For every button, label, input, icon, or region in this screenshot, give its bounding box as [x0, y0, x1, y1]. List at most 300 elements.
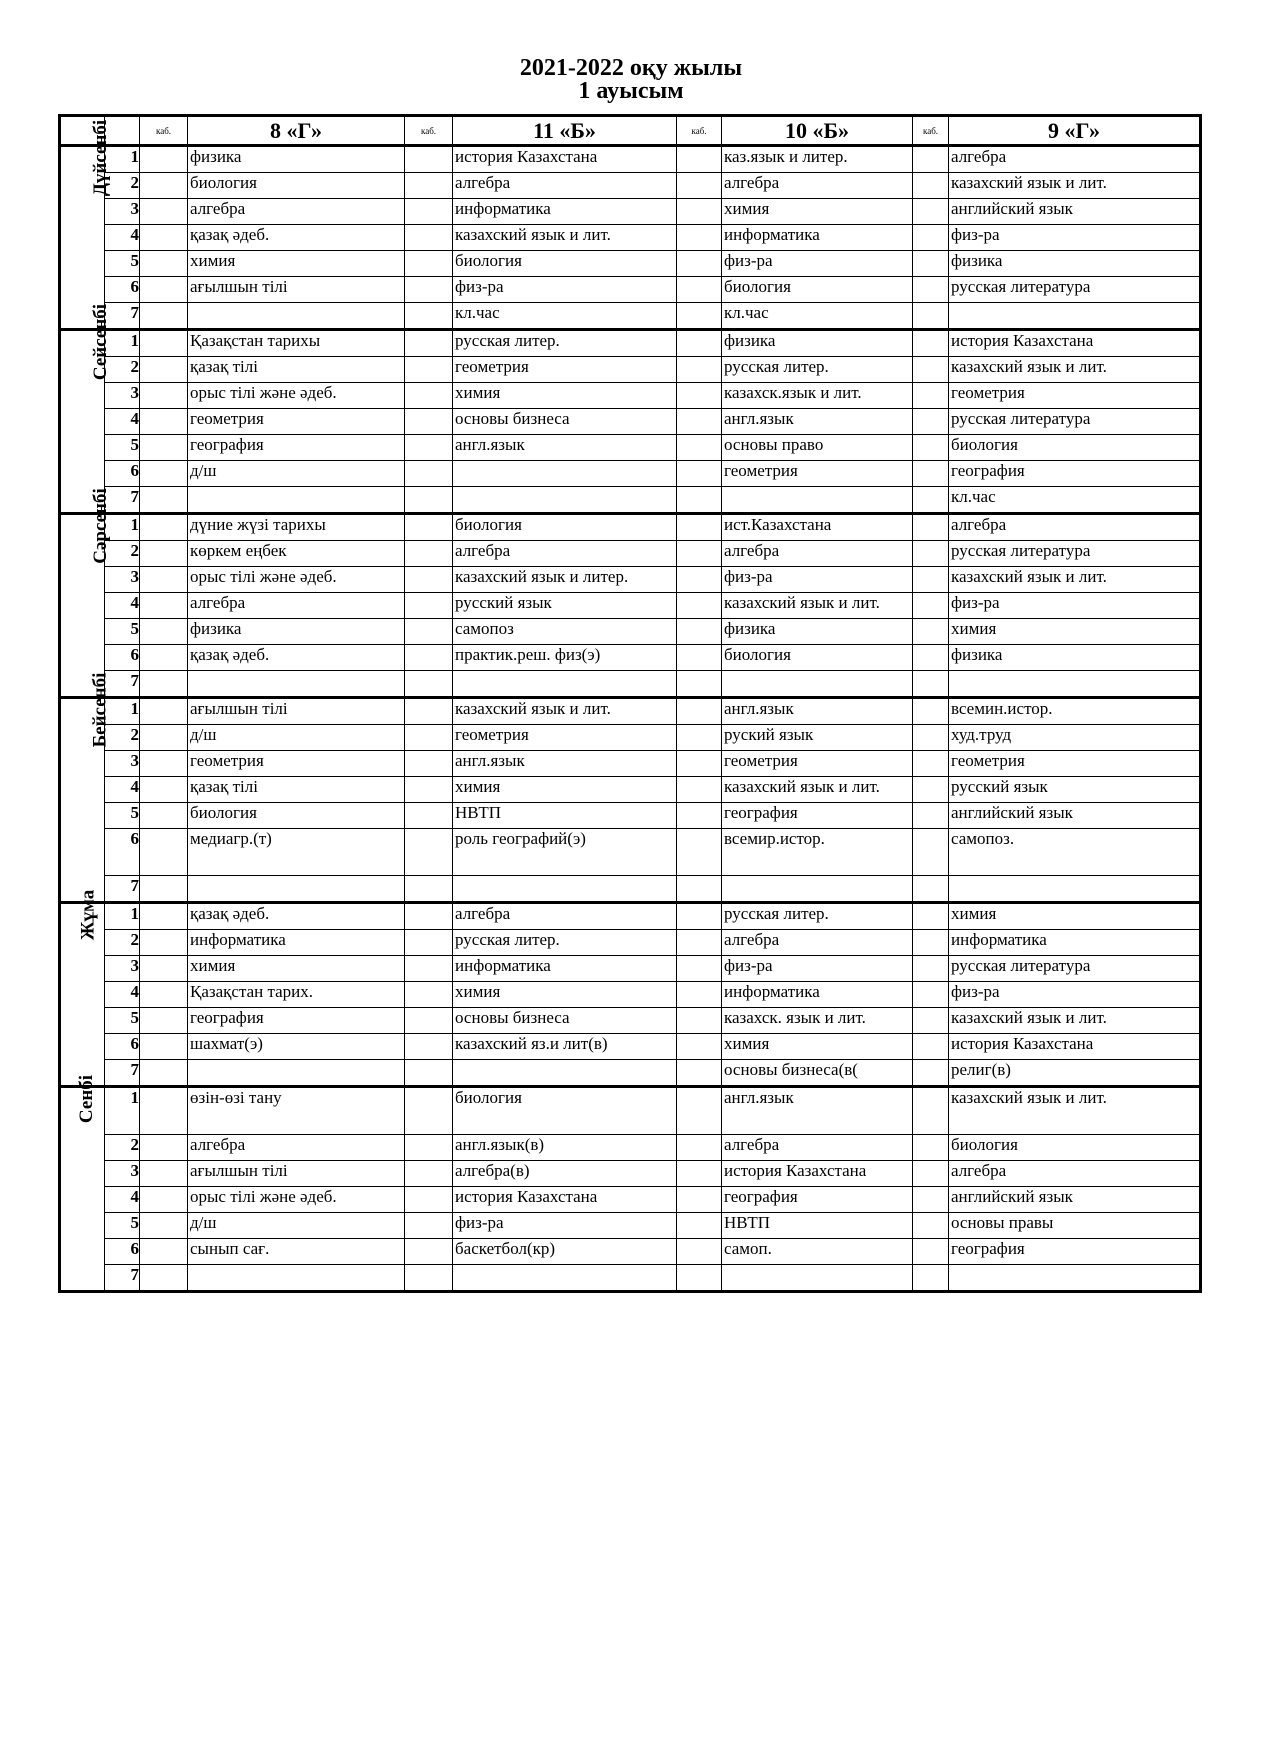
kab-cell — [913, 173, 949, 199]
subject-cell: биология — [188, 803, 405, 829]
subject-cell: казахск. язык и лит. — [722, 1008, 913, 1034]
lesson-number: 7 — [105, 671, 140, 698]
subject-cell: информатика — [722, 225, 913, 251]
lesson-row — [60, 956, 1201, 982]
subject-cell: орыс тілі және әдеб. — [188, 567, 405, 593]
subject-cell: казахский яз.и лит(в) — [453, 1034, 677, 1060]
subject-cell: биология — [453, 251, 677, 277]
kab-cell — [677, 1213, 722, 1239]
subject-cell: физ-ра — [722, 251, 913, 277]
day-name: Жұма — [77, 889, 99, 941]
subject-cell: қазақ әдеб. — [188, 225, 405, 251]
lesson-number: 1 — [105, 330, 140, 357]
kab-cell — [405, 567, 453, 593]
kab-cell — [677, 956, 722, 982]
kab-cell — [913, 435, 949, 461]
day-name: Дүйсенбі — [90, 119, 112, 197]
subject-cell — [453, 1060, 677, 1087]
subject-cell — [453, 487, 677, 514]
subject-cell: англ.язык — [453, 435, 677, 461]
lesson-number: 6 — [105, 1239, 140, 1265]
subject-cell: худ.труд — [949, 725, 1201, 751]
kab-cell — [140, 876, 188, 903]
lesson-row — [60, 1239, 1201, 1265]
kab-cell — [140, 567, 188, 593]
kab-cell — [140, 930, 188, 956]
kab-cell — [913, 876, 949, 903]
lesson-row — [60, 383, 1201, 409]
subject-cell: физ-ра — [453, 277, 677, 303]
subject-cell: физ-ра — [949, 225, 1201, 251]
kab-cell — [913, 725, 949, 751]
subject-cell: основы бизнеса — [453, 1008, 677, 1034]
lesson-row — [60, 593, 1201, 619]
kab-cell — [913, 671, 949, 698]
lesson-row — [60, 982, 1201, 1008]
subject-cell — [722, 876, 913, 903]
subject-cell: история Казахстана — [949, 330, 1201, 357]
subject-cell: алгебра — [453, 173, 677, 199]
lesson-row — [60, 725, 1201, 751]
subject-cell: физ-ра — [949, 593, 1201, 619]
lesson-number: 3 — [105, 751, 140, 777]
kab-cell — [913, 1060, 949, 1087]
kab-cell — [405, 383, 453, 409]
lesson-number: 2 — [105, 930, 140, 956]
kab-cell — [677, 357, 722, 383]
day-block — [60, 889, 1201, 1087]
subject-cell: казахский язык и лит. — [722, 593, 913, 619]
day-name-cell — [60, 119, 112, 330]
header-row — [60, 116, 1201, 146]
subject-cell: физика — [722, 619, 913, 645]
kab-cell — [405, 251, 453, 277]
kab-cell — [140, 698, 188, 725]
subject-cell: д/ш — [188, 725, 405, 751]
subject-cell: география — [188, 435, 405, 461]
lesson-number: 2 — [105, 357, 140, 383]
kab-cell — [405, 777, 453, 803]
kab-cell — [677, 1135, 722, 1161]
kab-cell — [140, 1265, 188, 1292]
subject-cell — [722, 671, 913, 698]
subject-cell: информатика — [453, 956, 677, 982]
day-block — [60, 1074, 1201, 1292]
lesson-row — [60, 1161, 1201, 1187]
subject-cell: алгебра(в) — [453, 1161, 677, 1187]
subject-cell — [949, 876, 1201, 903]
kab-cell — [677, 173, 722, 199]
lesson-row — [60, 146, 1201, 173]
kab-cell — [677, 383, 722, 409]
subject-cell: ағылшын тілі — [188, 1161, 405, 1187]
lesson-row — [60, 277, 1201, 303]
lesson-row — [60, 435, 1201, 461]
subject-cell: англ.язык — [722, 1087, 913, 1135]
subject-cell: физика — [949, 645, 1201, 671]
kab-cell — [677, 876, 722, 903]
subject-cell: геометрия — [453, 725, 677, 751]
subject-cell: англ.язык — [453, 751, 677, 777]
kab-cell — [677, 461, 722, 487]
kab-cell — [140, 1213, 188, 1239]
lesson-number: 7 — [105, 1060, 140, 1087]
subject-cell: орыс тілі және әдеб. — [188, 1187, 405, 1213]
kab-cell — [140, 777, 188, 803]
kab-cell — [140, 251, 188, 277]
kab-cell — [140, 487, 188, 514]
subject-cell: казахский язык и лит. — [949, 357, 1201, 383]
class-header-9g: 9 «Г» — [949, 116, 1201, 146]
kab-cell — [677, 1087, 722, 1135]
subject-cell: английский язык — [949, 199, 1201, 225]
kab-cell — [405, 930, 453, 956]
kab-cell — [677, 1161, 722, 1187]
subject-cell — [722, 1265, 913, 1292]
subject-cell: физика — [188, 146, 405, 173]
kab-cell — [140, 903, 188, 930]
day-name: Сейсенбі — [90, 303, 112, 381]
lesson-row — [60, 1187, 1201, 1213]
subject-cell — [722, 487, 913, 514]
kab-cell — [913, 645, 949, 671]
kab-cell — [677, 409, 722, 435]
lesson-row — [60, 1213, 1201, 1239]
kab-cell — [913, 930, 949, 956]
lesson-number: 3 — [105, 383, 140, 409]
subject-cell: всемин.истор. — [949, 698, 1201, 725]
kab-cell — [405, 1161, 453, 1187]
lesson-number: 3 — [105, 567, 140, 593]
kab-cell — [677, 645, 722, 671]
subject-cell: англ.язык(в) — [453, 1135, 677, 1161]
lesson-number: 1 — [105, 698, 140, 725]
kab-cell — [677, 487, 722, 514]
subject-cell: русская литер. — [453, 330, 677, 357]
subject-cell: геометрия — [453, 357, 677, 383]
subject-cell: қазақ тілі — [188, 777, 405, 803]
kab-cell — [405, 671, 453, 698]
kab-cell — [405, 487, 453, 514]
subject-cell: казахский язык и лит. — [949, 173, 1201, 199]
kab-cell — [140, 541, 188, 567]
kab-cell — [677, 277, 722, 303]
kab-cell — [405, 645, 453, 671]
lesson-number: 3 — [105, 199, 140, 225]
subject-cell: руский язык — [722, 725, 913, 751]
subject-cell: физика — [188, 619, 405, 645]
lesson-row — [60, 173, 1201, 199]
subject-cell: казахский язык и лит. — [453, 698, 677, 725]
kab-cell — [405, 1239, 453, 1265]
subject-cell: алгебра — [188, 1135, 405, 1161]
subject-cell: геометрия — [949, 751, 1201, 777]
subject-cell: баскетбол(кр) — [453, 1239, 677, 1265]
lesson-row — [60, 1265, 1201, 1292]
lesson-number: 5 — [105, 251, 140, 277]
kab-cell — [677, 514, 722, 541]
subject-cell: ағылшын тілі — [188, 277, 405, 303]
kab-cell — [405, 751, 453, 777]
kab-cell — [405, 829, 453, 876]
subject-cell — [949, 671, 1201, 698]
day-name-cell — [60, 488, 111, 698]
lesson-number: 2 — [105, 725, 140, 751]
subject-cell: Қазақстан тарих. — [188, 982, 405, 1008]
lesson-row — [60, 199, 1201, 225]
class-header-8g: 8 «Г» — [188, 116, 405, 146]
kab-cell — [913, 357, 949, 383]
lesson-row — [60, 461, 1201, 487]
subject-cell: география — [722, 803, 913, 829]
lesson-number: 4 — [105, 225, 140, 251]
day-name: Сәрсенбі — [89, 488, 111, 564]
kab-cell — [677, 777, 722, 803]
subject-cell: история Казахстана — [949, 1034, 1201, 1060]
kab-cell — [677, 930, 722, 956]
kab-cell — [677, 303, 722, 330]
subject-cell: физ-ра — [722, 956, 913, 982]
subject-cell: геометрия — [722, 461, 913, 487]
subject-cell — [188, 671, 405, 698]
kab-cell — [405, 982, 453, 1008]
kab-cell — [913, 619, 949, 645]
subject-cell: алгебра — [722, 1135, 913, 1161]
lesson-row — [60, 567, 1201, 593]
lesson-row — [60, 330, 1201, 357]
kab-cell — [405, 225, 453, 251]
kab-cell — [913, 903, 949, 930]
kab-cell — [140, 1135, 188, 1161]
subject-cell: физика — [722, 330, 913, 357]
subject-cell: основы правы — [949, 1213, 1201, 1239]
lesson-row — [60, 487, 1201, 514]
kab-cell — [913, 199, 949, 225]
kab-cell — [677, 1008, 722, 1034]
kab-cell — [913, 461, 949, 487]
kab-cell — [913, 803, 949, 829]
kab-cell — [140, 330, 188, 357]
subject-cell: химия — [722, 199, 913, 225]
subject-cell: казахский язык и лит. — [949, 1087, 1201, 1135]
lesson-row — [60, 514, 1201, 541]
subject-cell: география — [722, 1187, 913, 1213]
subject-cell: Қазақстан тарихы — [188, 330, 405, 357]
kab-cell — [677, 982, 722, 1008]
subject-cell: роль географий(э) — [453, 829, 677, 876]
subject-cell: самопоз. — [949, 829, 1201, 876]
subject-cell — [188, 1060, 405, 1087]
subject-cell — [949, 303, 1201, 330]
subject-cell: информатика — [453, 199, 677, 225]
kab-cell — [405, 619, 453, 645]
subject-cell — [949, 1265, 1201, 1292]
kab-cell — [677, 725, 722, 751]
subject-cell: шахмат(э) — [188, 1034, 405, 1060]
kab-header: каб. — [677, 116, 722, 146]
kab-cell — [140, 383, 188, 409]
subject-cell: практик.реш. физ(э) — [453, 645, 677, 671]
subject-cell: кл.час — [722, 303, 913, 330]
lesson-number: 5 — [105, 619, 140, 645]
subject-cell: орыс тілі және әдеб. — [188, 383, 405, 409]
subject-cell: религ(в) — [949, 1060, 1201, 1087]
schedule-table — [58, 114, 1202, 1293]
kab-cell — [405, 541, 453, 567]
subject-cell: казахский язык и лит. — [949, 567, 1201, 593]
kab-cell — [913, 567, 949, 593]
subject-cell: английский язык — [949, 1187, 1201, 1213]
subject-cell: геометрия — [188, 751, 405, 777]
lesson-row — [60, 698, 1201, 725]
kab-cell — [405, 1008, 453, 1034]
subject-cell: физ-ра — [949, 982, 1201, 1008]
kab-cell — [677, 146, 722, 173]
subject-cell: алгебра — [453, 541, 677, 567]
kab-cell — [405, 1135, 453, 1161]
kab-cell — [140, 1060, 188, 1087]
kab-cell — [913, 956, 949, 982]
kab-cell — [405, 146, 453, 173]
subject-cell: көркем еңбек — [188, 541, 405, 567]
subject-cell — [188, 876, 405, 903]
subject-cell: казахск.язык и лит. — [722, 383, 913, 409]
day-name: Сенбі — [76, 1074, 98, 1124]
kab-cell — [140, 277, 188, 303]
kab-cell — [677, 541, 722, 567]
subject-cell — [453, 461, 677, 487]
lesson-number: 5 — [105, 1008, 140, 1034]
subject-cell: казахский язык и лит. — [722, 777, 913, 803]
lesson-number: 6 — [105, 829, 140, 876]
kab-cell — [140, 435, 188, 461]
subject-cell: физ-ра — [453, 1213, 677, 1239]
day-name-cell — [60, 889, 105, 1087]
lesson-number: 7 — [105, 1265, 140, 1292]
class-header-11b: 11 «Б» — [453, 116, 677, 146]
subject-cell: география — [949, 1239, 1201, 1265]
lesson-number: 3 — [105, 956, 140, 982]
subject-cell — [453, 671, 677, 698]
kab-cell — [140, 982, 188, 1008]
lesson-number: 5 — [105, 803, 140, 829]
kab-cell — [913, 409, 949, 435]
subject-cell: русская литература — [949, 409, 1201, 435]
kab-cell — [405, 1087, 453, 1135]
kab-cell — [405, 330, 453, 357]
subject-cell: кл.час — [949, 487, 1201, 514]
subject-cell: история Казахстана — [453, 146, 677, 173]
lesson-number: 4 — [105, 982, 140, 1008]
subject-cell: геометрия — [188, 409, 405, 435]
kab-cell — [677, 1034, 722, 1060]
subject-cell: основы право — [722, 435, 913, 461]
kab-cell — [677, 199, 722, 225]
kab-cell — [140, 1034, 188, 1060]
subject-cell: кл.час — [453, 303, 677, 330]
subject-cell: химия — [453, 777, 677, 803]
kab-cell — [405, 1060, 453, 1087]
subject-cell: биология — [453, 514, 677, 541]
kab-cell — [913, 829, 949, 876]
lesson-number: 2 — [105, 173, 140, 199]
kab-cell — [405, 303, 453, 330]
lesson-row — [60, 751, 1201, 777]
subject-cell: информатика — [722, 982, 913, 1008]
subject-cell: физика — [949, 251, 1201, 277]
kab-cell — [677, 903, 722, 930]
lesson-row — [60, 829, 1201, 876]
subject-cell: алгебра — [949, 514, 1201, 541]
kab-cell — [677, 829, 722, 876]
lesson-row — [60, 803, 1201, 829]
kab-cell — [405, 435, 453, 461]
lesson-row — [60, 876, 1201, 903]
kab-cell — [913, 982, 949, 1008]
lesson-row — [60, 1060, 1201, 1087]
subject-cell: английский язык — [949, 803, 1201, 829]
subject-cell: русская литература — [949, 541, 1201, 567]
kab-cell — [913, 698, 949, 725]
subject-cell: каз.язык и литер. — [722, 146, 913, 173]
lesson-number: 7 — [105, 303, 140, 330]
kab-cell — [140, 409, 188, 435]
kab-cell — [913, 1239, 949, 1265]
subject-cell — [188, 487, 405, 514]
lesson-row — [60, 225, 1201, 251]
kab-cell — [677, 1060, 722, 1087]
kab-cell — [405, 876, 453, 903]
subject-cell: химия — [188, 956, 405, 982]
subject-cell: биология — [188, 173, 405, 199]
subject-cell: НВТП — [453, 803, 677, 829]
lesson-row — [60, 1034, 1201, 1060]
class-header-10b: 10 «Б» — [722, 116, 913, 146]
subject-cell: казахский язык и литер. — [453, 567, 677, 593]
kab-cell — [913, 1265, 949, 1292]
kab-cell — [913, 1213, 949, 1239]
lesson-number: 4 — [105, 409, 140, 435]
subject-cell: история Казахстана — [722, 1161, 913, 1187]
subject-cell: химия — [949, 619, 1201, 645]
lesson-number: 4 — [105, 593, 140, 619]
kab-cell — [677, 593, 722, 619]
kab-cell — [913, 1034, 949, 1060]
lesson-row — [60, 619, 1201, 645]
subject-cell: алгебра — [188, 593, 405, 619]
subject-cell: қазақ әдеб. — [188, 903, 405, 930]
kab-cell — [677, 330, 722, 357]
kab-cell — [913, 383, 949, 409]
subject-cell: русская литер. — [722, 357, 913, 383]
kab-cell — [913, 277, 949, 303]
subject-cell: геометрия — [949, 383, 1201, 409]
kab-cell — [140, 956, 188, 982]
kab-cell — [140, 751, 188, 777]
kab-cell — [913, 303, 949, 330]
subject-cell: НВТП — [722, 1213, 913, 1239]
kab-cell — [677, 1187, 722, 1213]
lesson-number: 1 — [105, 903, 140, 930]
kab-cell — [405, 409, 453, 435]
subject-cell: биология — [722, 645, 913, 671]
lesson-number: 6 — [105, 645, 140, 671]
subject-cell: информатика — [949, 930, 1201, 956]
kab-cell — [140, 619, 188, 645]
kab-cell — [913, 541, 949, 567]
lesson-row — [60, 1008, 1201, 1034]
subject-cell: история Казахстана — [453, 1187, 677, 1213]
